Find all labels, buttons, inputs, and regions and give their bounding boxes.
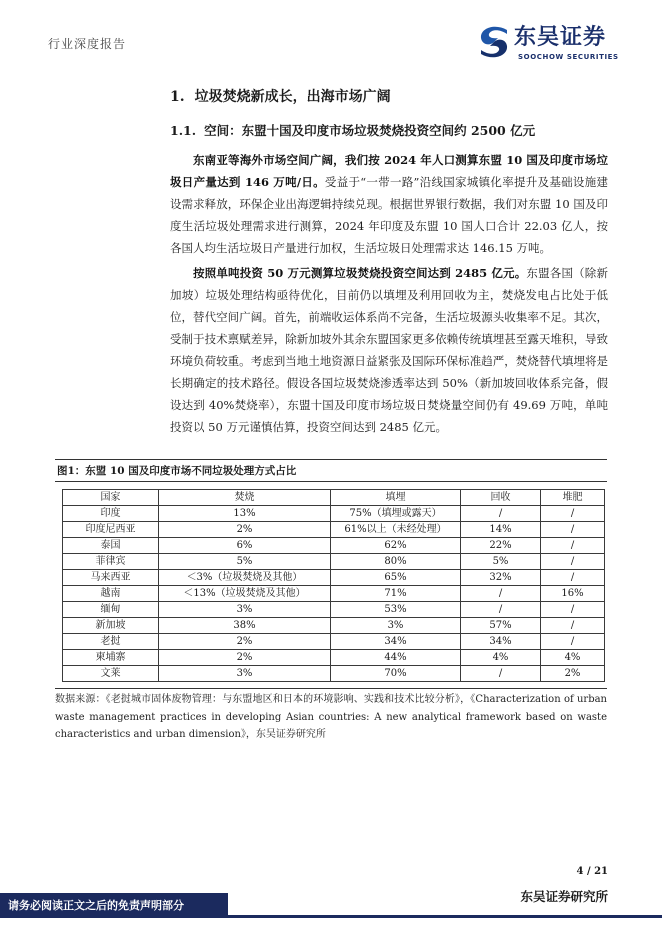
paragraph-investment-space xyxy=(170,262,608,438)
cell-landfill: 3% xyxy=(331,618,461,634)
cell-recycling: / xyxy=(461,586,541,602)
table-header-row xyxy=(63,490,605,506)
cell-composting: / xyxy=(541,602,605,618)
section-heading xyxy=(170,87,391,107)
cell-landfill: 65% xyxy=(331,570,461,586)
subsection-title: 空间：东盟十国及印度市场垃圾焚烧投资空间约 2500 亿元 xyxy=(204,123,536,138)
table-row xyxy=(63,538,605,554)
cell-landfill: 75%（填埋或露天） xyxy=(331,506,461,522)
cell-composting: / xyxy=(541,554,605,570)
table-row xyxy=(63,650,605,666)
cell-incineration: 3% xyxy=(159,602,331,618)
table-row xyxy=(63,522,605,538)
cell-landfill: 53% xyxy=(331,602,461,618)
cell-incineration: 13% xyxy=(159,506,331,522)
cell-composting: 16% xyxy=(541,586,605,602)
company-logo xyxy=(476,22,619,64)
cell-recycling: 57% xyxy=(461,618,541,634)
table-row xyxy=(63,554,605,570)
cell-composting: 4% xyxy=(541,650,605,666)
cell-country: 柬埔寨 xyxy=(63,650,159,666)
cell-country: 马来西亚 xyxy=(63,570,159,586)
figure-caption: 图1：东盟 10 国及印度市场不同垃圾处理方式占比 xyxy=(55,459,607,482)
cell-incineration: 2% xyxy=(159,650,331,666)
cell-landfill: 34% xyxy=(331,634,461,650)
cell-country: 老挝 xyxy=(63,634,159,650)
cell-composting: / xyxy=(541,538,605,554)
cell-composting: / xyxy=(541,618,605,634)
table-row xyxy=(63,634,605,650)
disclaimer-band xyxy=(0,893,228,918)
footer-institute: 东吴证券研究所 xyxy=(520,889,608,904)
table-row xyxy=(63,586,605,602)
cell-recycling: 5% xyxy=(461,554,541,570)
cell-country: 印度尼西亚 xyxy=(63,522,159,538)
cell-incineration: 5% xyxy=(159,554,331,570)
cell-country: 缅甸 xyxy=(63,602,159,618)
soochow-logo-icon xyxy=(476,25,512,59)
cell-incineration: 3% xyxy=(159,666,331,682)
cell-composting: 2% xyxy=(541,666,605,682)
paragraph-lead: 东南亚等海外市场空间广阔，我们按 2024 年人口测算东盟 10 国及印度市场垃圾日产量达到 146 万吨/日。 xyxy=(170,153,608,189)
cell-incineration: 2% xyxy=(159,522,331,538)
subsection-number: 1.1. xyxy=(170,123,197,138)
cell-country: 泰国 xyxy=(63,538,159,554)
column-header-recycling: 回收 xyxy=(461,490,541,506)
section-number: 1. xyxy=(170,89,185,105)
table-row xyxy=(63,602,605,618)
column-header-landfill: 填埋 xyxy=(331,490,461,506)
cell-landfill: 61%以上（未经处理） xyxy=(331,522,461,538)
cell-landfill: 62% xyxy=(331,538,461,554)
table-row xyxy=(63,570,605,586)
cell-composting: / xyxy=(541,634,605,650)
cell-incineration: 6% xyxy=(159,538,331,554)
table-row xyxy=(63,666,605,682)
logo-name-cn: 东吴证券 xyxy=(514,25,607,50)
column-header-country: 国家 xyxy=(63,490,159,506)
cell-composting: / xyxy=(541,522,605,538)
subsection-heading xyxy=(170,122,535,140)
figure-source-note: 数据来源：《老挝城市固体废物管理：与东盟地区和日本的环境影响、实践和技术比较分析》，《Characterization of urban waste management practices in developing Asian countries: A new analytical framework based on waste characteristics and urban dimension》，东吴证券研究所 xyxy=(55,694,607,740)
paragraph-body: 东盟各国（除新加坡）垃圾处理结构亟待优化，目前仍以填埋及利用回收为主，焚烧发电占比处于低位，替代空间广阔。首先，前端收运体系尚不完备，生活垃圾源头收集率不足。其次，受制于技术禀赋差异，除新加坡外其余东盟国家更多依赖传统填埋甚至露天堆积，导致环境负荷较重。考虑到当地土地资源日益紧张及国际环保标准趋严，焚烧替代填埋将是长期确定的技术路径。假设各国垃圾焚烧渗透率达到 50%（新加坡回收体系完备，假设达到 40%焚烧率），东盟十国及印度市场垃圾日焚烧量空间仍有 49.69 万吨，单吨投资以 50 万元谨慎估算，投资空间达到 2485 亿元。 xyxy=(170,266,608,434)
cell-recycling: 34% xyxy=(461,634,541,650)
cell-incineration: ＜3%（垃圾焚烧及其他） xyxy=(159,570,331,586)
disclaimer-text: 请务必阅读正文之后的免责声明部分 xyxy=(8,899,184,912)
cell-landfill: 80% xyxy=(331,554,461,570)
cell-recycling: / xyxy=(461,602,541,618)
table-row xyxy=(63,506,605,522)
report-type-label: 行业深度报告 xyxy=(48,37,127,51)
cell-composting: / xyxy=(541,570,605,586)
paragraph-overseas-market xyxy=(170,149,608,259)
logo-name-en: SOOCHOW SECURITIES xyxy=(518,53,619,61)
cell-composting: / xyxy=(541,506,605,522)
paragraph-lead: 按照单吨投资 50 万元测算垃圾焚烧投资空间达到 2485 亿元。 xyxy=(193,266,527,280)
cell-landfill: 70% xyxy=(331,666,461,682)
cell-recycling: / xyxy=(461,506,541,522)
cell-country: 菲律宾 xyxy=(63,554,159,570)
cell-recycling: 32% xyxy=(461,570,541,586)
cell-recycling: 22% xyxy=(461,538,541,554)
cell-recycling: 4% xyxy=(461,650,541,666)
cell-recycling: 14% xyxy=(461,522,541,538)
waste-treatment-table xyxy=(62,489,605,682)
cell-incineration: 38% xyxy=(159,618,331,634)
page-number: 4 / 21 xyxy=(576,866,608,877)
paragraph-body: 受益于“一带一路”沿线国家城镇化率提升及基础设施建设需求释放，环保企业出海逻辑持续兑现。根据世界银行数据，我们对东盟 10 国及印度生活垃圾处理需求进行测算，2024 年印度及东盟 10 国人口合计 22.03 亿人，按各国人均生活垃圾日产量进行加权，生活垃圾日处理需求达 146.15 万吨。 xyxy=(170,175,608,255)
cell-country: 文莱 xyxy=(63,666,159,682)
cell-incineration: ＜13%（垃圾焚烧及其他） xyxy=(159,586,331,602)
cell-country: 新加坡 xyxy=(63,618,159,634)
footer-rule xyxy=(228,915,662,918)
section-title: 垃圾焚烧新成长，出海市场广阔 xyxy=(194,89,391,105)
cell-landfill: 71% xyxy=(331,586,461,602)
cell-incineration: 2% xyxy=(159,634,331,650)
cell-recycling: / xyxy=(461,666,541,682)
column-header-composting: 堆肥 xyxy=(541,490,605,506)
cell-country: 印度 xyxy=(63,506,159,522)
figure-bottom-rule xyxy=(55,688,607,689)
column-header-incineration: 焚烧 xyxy=(159,490,331,506)
cell-landfill: 44% xyxy=(331,650,461,666)
table-row xyxy=(63,618,605,634)
cell-country: 越南 xyxy=(63,586,159,602)
